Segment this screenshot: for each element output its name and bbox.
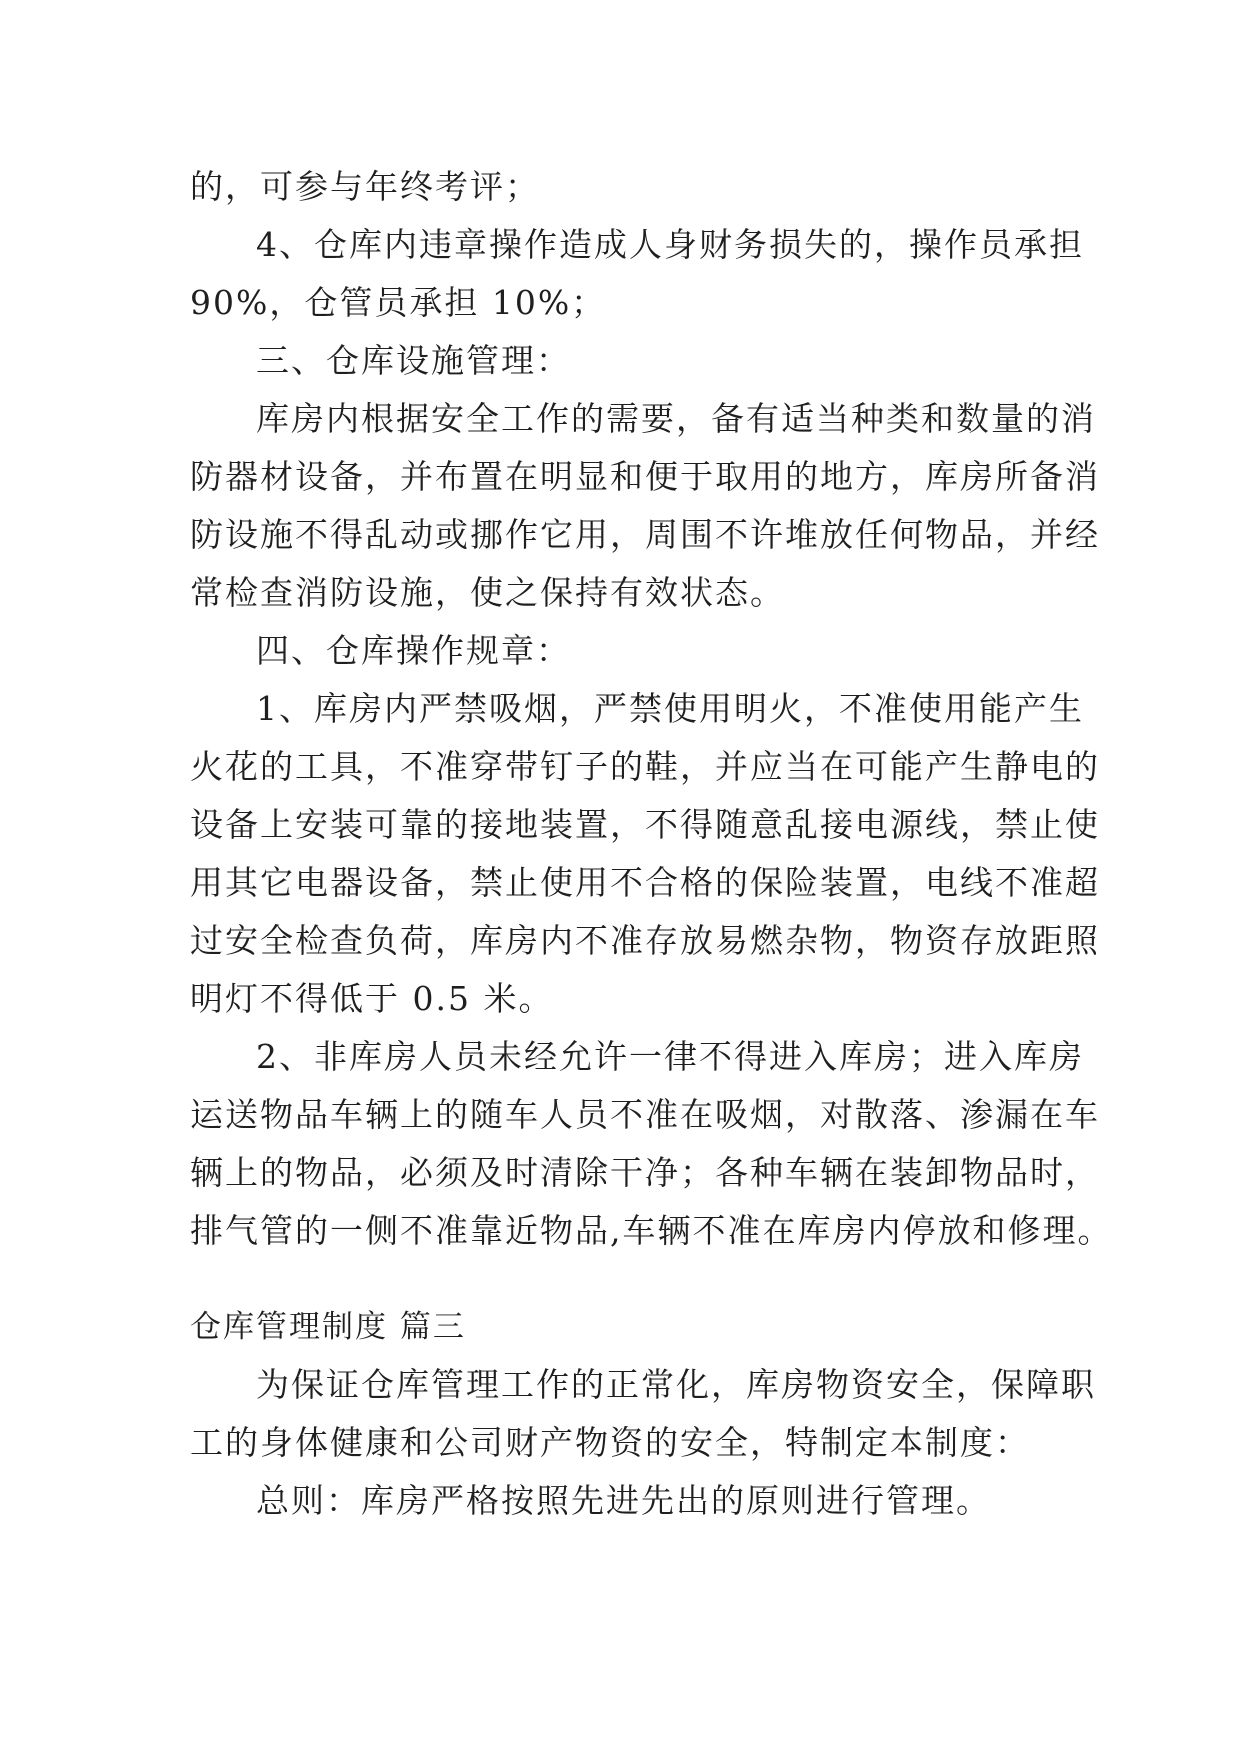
paragraph [190,1356,1096,1472]
paragraph [190,622,1062,680]
text-line: 常检查消防设施，使之保持有效状态。 [190,573,785,612]
document-body [190,158,1113,1530]
text-line: 辆上的物品，必须及时清除干净；各种车辆在装卸物品时， [190,1153,1100,1192]
text-line: 三、仓库设施管理： [256,341,571,380]
text-line: 1、库房内严禁吸烟，严禁使用明火，不准使用能产生 [256,689,1084,728]
paragraph [190,332,1062,390]
text-line: 为保证仓库管理工作的正常化，库房物资安全，保障职 [256,1365,1096,1404]
text-line: 明灯不得低于 0.5 米。 [190,979,554,1018]
text-line: 工的身体健康和公司财产物资的安全，特制定本制度： [190,1423,1030,1462]
paragraph [190,216,1084,332]
text-line: 运送物品车辆上的随车人员不准在吸烟，对散落、渗漏在车 [190,1095,1100,1134]
text-line: 设备上安装可靠的接地装置，不得随意乱接电源线，禁止使 [190,805,1100,844]
paragraph [190,390,1100,622]
section-heading: 仓库管理制度 篇三 [190,1309,466,1345]
text-line: 库房内根据安全工作的需要，备有适当种类和数量的消 [256,399,1096,438]
text-line: 4、仓库内违章操作造成人身财务损失的，操作员承担 [256,225,1084,264]
text-line: 火花的工具，不准穿带钉子的鞋，并应当在可能产生静电的 [190,747,1100,786]
paragraph [190,1028,1113,1260]
text-line: 过安全检查负荷，库房内不准存放易燃杂物，物资存放距照 [190,921,1100,960]
text-line: 四、仓库操作规章： [256,631,571,670]
text-line: 防设施不得乱动或挪作它用，周围不许堆放任何物品，并经 [190,515,1100,554]
text-line: 排气管的一侧不准靠近物品,车辆不准在库房内停放和修理。 [190,1211,1113,1250]
paragraph [190,1472,1062,1530]
text-line: 总则：库房严格按照先进先出的原则进行管理。 [256,1481,991,1520]
text-line: 90%，仓管员承担 10%； [190,283,607,322]
text-line: 防器材设备，并布置在明显和便于取用的地方，库房所备消 [190,457,1100,496]
text-line: 2、非库房人员未经允许一律不得进入库房；进入库房 [256,1037,1084,1076]
text-line: 的，可参与年终考评； [190,167,540,206]
text-line: 用其它电器设备，禁止使用不合格的保险装置，电线不准超 [190,863,1100,902]
section-gap [190,1260,1062,1298]
paragraph [190,158,1062,216]
paragraph [190,680,1100,1028]
